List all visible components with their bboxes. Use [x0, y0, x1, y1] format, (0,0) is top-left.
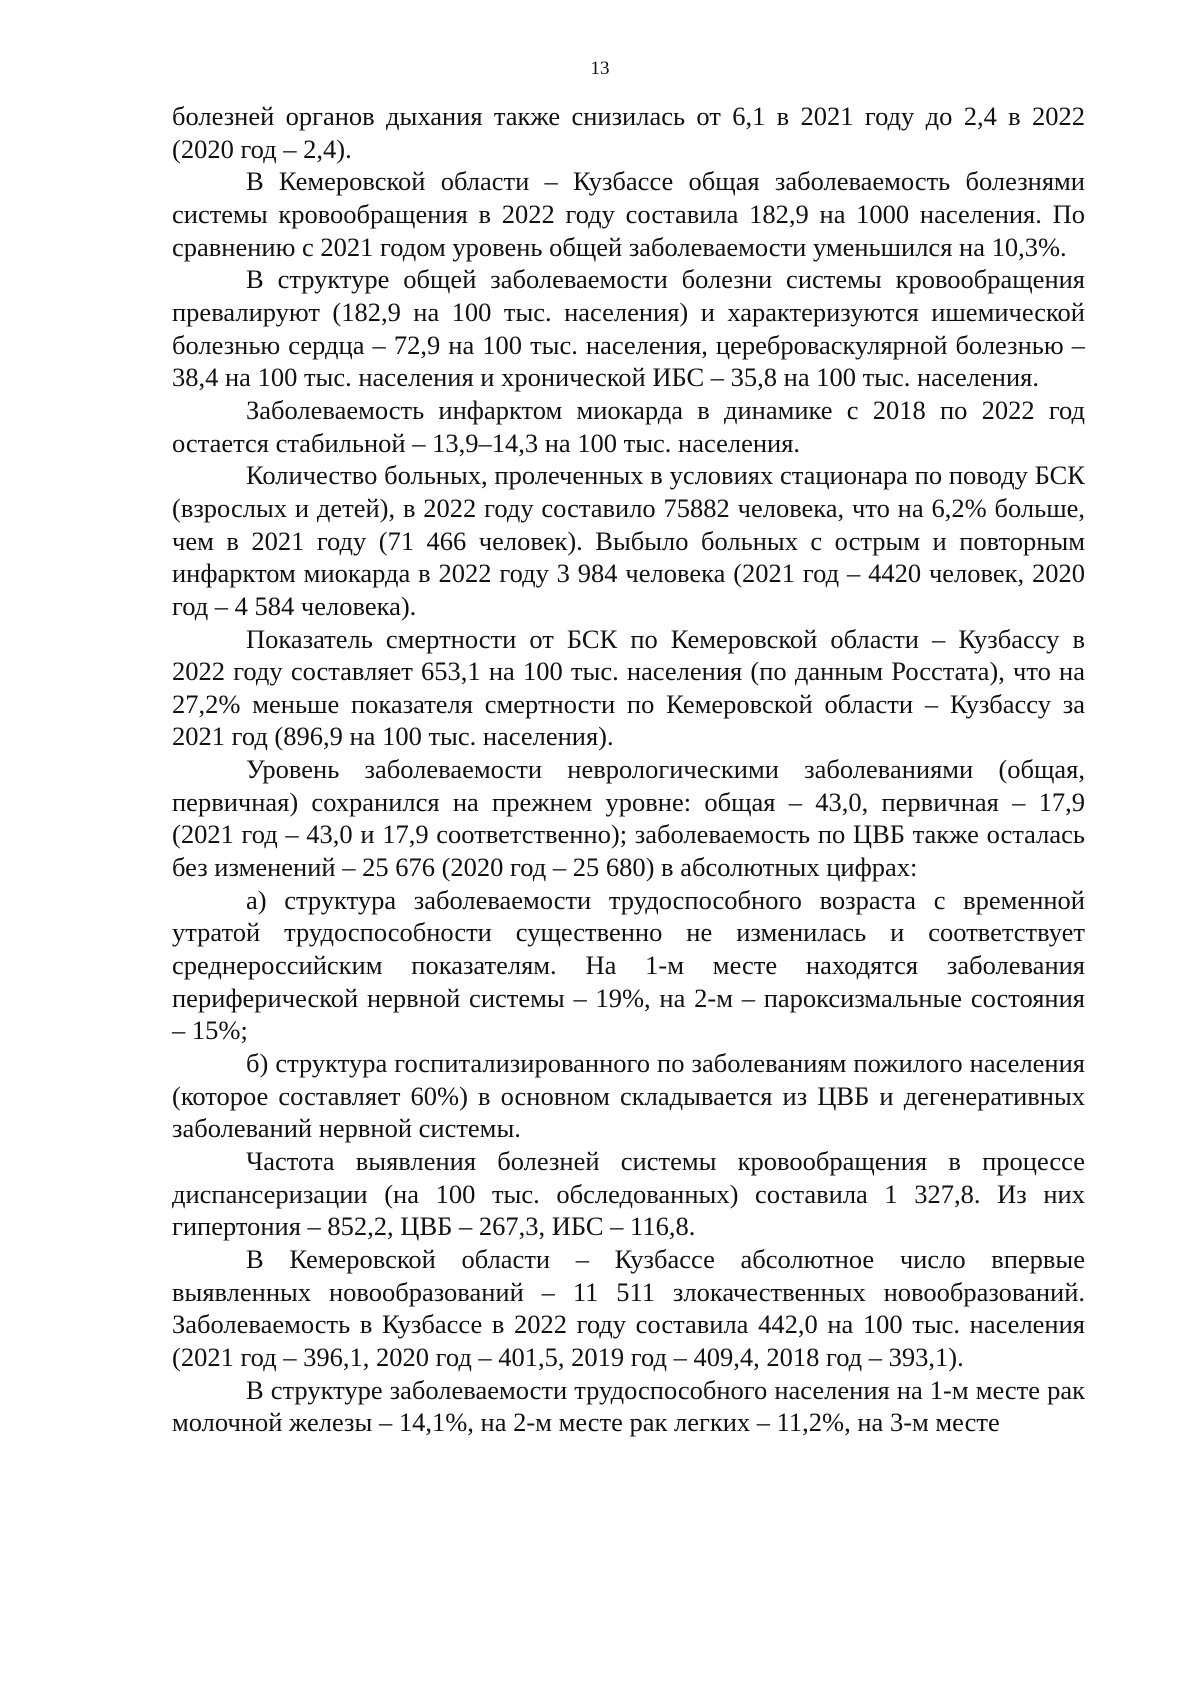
paragraph-circulatory-morbidity: В Кемеровской области – Кузбассе общая заболеваемость болезнями системы кровообращения в 2022 году составила 182,9 на 1000 населения. По сравнению с 2021 годом уровень общей заболеваемости уменьшился на 10,3%. — [172, 166, 1085, 262]
list-item-a: а) структура заболеваемости трудоспособного возраста с временной утратой трудоспособности существенно не изменилась и соответствует среднероссийским показателям. На 1-м месте находятся заболевания периферической нервной системы – 19%, на 2-м – пароксизмальные состояния – 15%; — [172, 884, 1085, 1046]
paragraph-mortality-rate: Показатель смертности от БСК по Кемеровской области – Кузбассу в 2022 году составляет 653,1 на 100 тыс. населения (по данным Росстата), что на 27,2% меньше показателя смертности по Кемеровской области – Кузбассу за 2021 год (896,9 на 100 тыс. населения). — [172, 623, 1085, 752]
paragraph-circulatory-structure: В структуре общей заболеваемости болезни системы кровообращения превалируют (182,9 на 100 тыс. населения) и характеризуются ишемической болезнью сердца – 72,9 на 100 тыс. населения, цереброваскулярной болезнью – 38,4 на 100 тыс. населения и хронической ИБС – 35,8 на 100 тыс. населения. — [172, 264, 1085, 393]
paragraph-cancer-structure: В структуре заболеваемости трудоспособного населения на 1-м месте рак молочной железы – 14,1%, на 2-м месте рак легких – 11,2%, на 3-м месте — [172, 1374, 1085, 1438]
paragraph-hospitalized-patients: Количество больных, пролеченных в условиях стационара по поводу БСК (взрослых и детей), в 2022 году составило 75882 человека, что на 6,2% больше, чем в 2021 году (71 466 человек). Выбыло больных с острым и повторным инфарктом миокарда в 2022 году 3 984 человека (2021 год – 4420 человек, 2020 год – 4 584 человека). — [172, 460, 1085, 621]
paragraph-screening-detection: Частота выявления болезней системы кровообращения в процессе диспансеризации (на 100 тыс. обследованных) составила 1 327,8. Из них гипертония – 852,2, ЦВБ – 267,3, ИБС – 116,8. — [172, 1146, 1085, 1242]
document-body — [172, 100, 1085, 1439]
paragraph-myocardial-infarction: Заболеваемость инфарктом миокарда в динамике с 2018 по 2022 год остается стабильной – 13,9–14,3 на 100 тыс. населения. — [172, 394, 1085, 458]
paragraph-neoplasms: В Кемеровской области – Кузбассе абсолютное число впервые выявленных новообразований – 11 511 злокачественных новообразований. Заболеваемость в Кузбассе в 2022 году составила 442,0 на 100 тыс. населения (2021 год – 396,1, 2020 год – 401,5, 2019 год – 409,4, 2018 год – 393,1). — [172, 1243, 1085, 1372]
page-number: 13 — [590, 58, 610, 79]
paragraph-neurological-morbidity: Уровень заболеваемости неврологическими заболеваниями (общая, первичная) сохранился на прежнем уровне: общая – 43,0, первичная – 17,9 (2021 год – 43,0 и 17,9 соответственно); заболеваемость по ЦВБ также осталась без изменений – 25 676 (2020 год – 25 680) в абсолютных цифрах: — [172, 754, 1085, 883]
list-item-b: б) структура госпитализированного по заболеваниям пожилого населения (которое составляет 60%) в основном складывается из ЦВБ и дегенеративных заболеваний нервной системы. — [172, 1048, 1085, 1144]
paragraph-respiratory-continuation: болезней органов дыхания также снизилась от 6,1 в 2021 году до 2,4 в 2022 (2020 год – 2,4). — [172, 101, 1085, 164]
